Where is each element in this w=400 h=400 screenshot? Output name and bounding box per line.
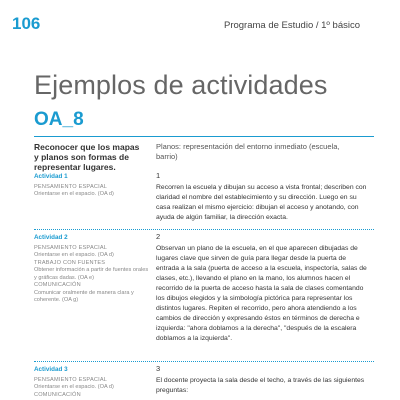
activity-number: 3: [156, 364, 161, 373]
objective-text: Reconocer que los mapas y planos son formas de representar lugares.: [34, 142, 140, 172]
activity-number: 2: [156, 232, 161, 241]
skill-description: Orientarse en el espacio. (OA d): [34, 384, 114, 390]
divider: [34, 361, 374, 362]
skill-description: Orientarse en el espacio. (OA d): [34, 191, 114, 197]
activity-1-content: [156, 171, 368, 223]
skill-category: PENSAMIENTO ESPACIAL: [34, 376, 108, 383]
divider: [34, 229, 374, 230]
header-title: Programa de Estudio / 1º básico: [223, 20, 360, 31]
activity-2-content: [156, 232, 368, 344]
activity-2-meta: [34, 234, 152, 305]
activity-3-content: [156, 364, 368, 396]
skill-category: COMUNICACIÓN: [34, 391, 81, 398]
divider: [34, 136, 374, 137]
activity-label: Actividad 3: [34, 366, 68, 373]
skill-description: Obtener información a partir de fuentes orales y gráficas dadas. (OA e): [34, 267, 149, 281]
oa-code: OA_8: [34, 109, 84, 130]
page-header: [0, 0, 400, 40]
activity-3-meta: [34, 366, 152, 399]
activity-label: Actividad 1: [34, 173, 68, 180]
skill-category: PENSAMIENTO ESPACIAL: [34, 183, 108, 190]
activity-number: 1: [156, 171, 161, 180]
activity-1-meta: [34, 173, 152, 199]
skill-description: Comunicar oralmente de manera clara y coherente. (OA g): [34, 289, 134, 303]
page-title: Ejemplos de actividades: [34, 70, 328, 100]
activity-text: Observan un plano de la escuela, en el que aparecen dibujadas de lugares clave que sirven de guía para llegar desde la puerta de entrada a la sala (puerta de acceso a la escuela, inspectoría, salas de clases, etc.), llevando el plano en la mano, los alumnos hacen el recorrido de la puerta de acceso hasta la sala de clases comentando los dibujos elegidos y la simbología pictórica para representar los distintos lugares. Repiten el recorrido, pero ahora atendiendo a los cambios de dirección y expresando éstos en términos de derecha e izquierda: "ahora doblamos a la derecha", "después de la escalera doblamos a la izquierda".: [156, 245, 367, 342]
page-number: 106: [12, 14, 41, 33]
activity-text: Recorren la escuela y dibujan su acceso a vista frontal; describen con claridad el nombre del establecimiento y su dirección. Luego en su casa realizan el mismo ejercicio: dibujan el acceso y anotando, con ayuda de algún familiar, la dirección exacta.: [156, 184, 367, 221]
skill-category: COMUNICACIÓN: [34, 282, 81, 288]
activity-text: El docente proyecta la sala desde el techo, a través de las siguientes preguntas:: [156, 377, 365, 394]
skill-description: Orientarse en el espacio. (OA d): [34, 252, 114, 258]
skill-category: PENSAMIENTO ESPACIAL: [34, 244, 108, 251]
activity-label: Actividad 2: [34, 234, 68, 241]
planes-text: Planos: representación del entorno inmediato (escuela, barrio): [156, 142, 340, 161]
skill-category: TRABAJO CON FUENTES: [34, 259, 106, 266]
